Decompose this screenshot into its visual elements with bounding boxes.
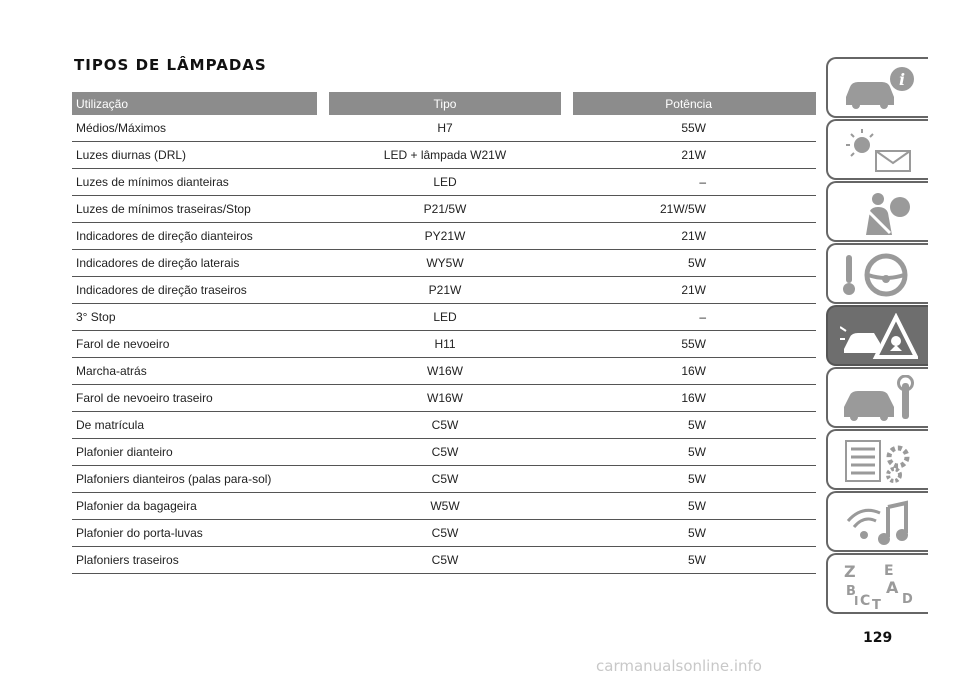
tab-warning-lights[interactable]: [826, 119, 928, 180]
tab-safety[interactable]: [826, 181, 928, 242]
cell-type: LED: [323, 304, 567, 331]
index-letter: A: [886, 578, 899, 597]
car-maintenance-icon: [840, 375, 918, 423]
column-header-usage: Utilização: [72, 92, 323, 115]
tab-driving[interactable]: [826, 243, 928, 304]
cell-usage: Luzes diurnas (DRL): [72, 142, 323, 169]
table-row: [72, 385, 816, 412]
index-letter: Z: [844, 562, 856, 581]
cell-type: C5W: [323, 547, 567, 574]
index-letter: E: [884, 563, 894, 579]
table-row: [72, 412, 816, 439]
watermark: carmanualsonline.info: [596, 657, 762, 675]
table-row: [72, 493, 816, 520]
cell-usage: Indicadores de direção dianteiros: [72, 223, 323, 250]
tab-multimedia[interactable]: [826, 491, 928, 552]
cell-usage: Farol de nevoeiro traseiro: [72, 385, 323, 412]
cell-type: PY21W: [323, 223, 567, 250]
specs-gear-icon: [840, 437, 918, 485]
cell-type: C5W: [323, 466, 567, 493]
cell-usage: Plafonier dianteiro: [72, 439, 323, 466]
index-letter: B: [846, 584, 856, 599]
table-row: [72, 331, 816, 358]
cell-power: 5W: [567, 493, 816, 520]
table-row: [72, 250, 816, 277]
index-letter: T: [872, 598, 881, 609]
table-row: [72, 115, 816, 142]
seatbelt-airbag-icon: [840, 189, 918, 237]
cell-type: H7: [323, 115, 567, 142]
cell-power: 16W: [567, 358, 816, 385]
cell-power: 5W: [567, 439, 816, 466]
key-steering-wheel-icon: [840, 251, 918, 299]
tab-technical-specs[interactable]: [826, 429, 928, 490]
cell-type: LED: [323, 169, 567, 196]
cell-power: 5W: [567, 520, 816, 547]
index-letter: C: [860, 593, 871, 609]
cell-type: P21W: [323, 277, 567, 304]
table-header-row: [72, 92, 816, 115]
table-row: [72, 358, 816, 385]
cell-type: W16W: [323, 358, 567, 385]
cell-power: 55W: [567, 115, 816, 142]
table-row: [72, 169, 816, 196]
cell-power: 21W/5W: [567, 196, 816, 223]
car-emergency-icon: [840, 313, 918, 361]
cell-type: WY5W: [323, 250, 567, 277]
table-row: [72, 520, 816, 547]
index-letter: D: [902, 592, 913, 607]
cell-power: 21W: [567, 223, 816, 250]
table-row: [72, 439, 816, 466]
tab-maintenance[interactable]: [826, 367, 928, 428]
cell-usage: Farol de nevoeiro: [72, 331, 323, 358]
cell-usage: Luzes de mínimos dianteiras: [72, 169, 323, 196]
cell-usage: Indicadores de direção traseiros: [72, 277, 323, 304]
cell-usage: De matrícula: [72, 412, 323, 439]
tab-car-info[interactable]: [826, 57, 928, 118]
cell-usage: Plafoniers dianteiros (palas para-sol): [72, 466, 323, 493]
cell-power: 5W: [567, 466, 816, 493]
cell-type: C5W: [323, 439, 567, 466]
cell-type: W16W: [323, 385, 567, 412]
table-row: [72, 547, 816, 574]
cell-type: W5W: [323, 493, 567, 520]
tab-index[interactable]: [826, 553, 928, 614]
cell-type: C5W: [323, 412, 567, 439]
cell-power: 21W: [567, 142, 816, 169]
cell-type: H11: [323, 331, 567, 358]
table-row: [72, 304, 816, 331]
page-title: TIPOS DE LÂMPADAS: [74, 56, 267, 74]
cell-power: 5W: [567, 250, 816, 277]
warning-lights-icon: [840, 127, 918, 175]
cell-usage: Plafonier do porta-luvas: [72, 520, 323, 547]
column-header-power: Potência: [567, 92, 816, 115]
cell-usage: Luzes de mínimos traseiras/Stop: [72, 196, 323, 223]
cell-power: 16W: [567, 385, 816, 412]
cell-power: 55W: [567, 331, 816, 358]
column-header-type: Tipo: [323, 92, 567, 115]
cell-type: C5W: [323, 520, 567, 547]
table-row: [72, 142, 816, 169]
page-number: 129: [863, 630, 893, 646]
cell-usage: 3° Stop: [72, 304, 323, 331]
lamp-types-table: [72, 92, 816, 574]
cell-usage: Plafonier da bagageira: [72, 493, 323, 520]
car-info-icon: [840, 65, 918, 113]
svg-text:i: i: [899, 70, 906, 89]
cell-usage: Plafoniers traseiros: [72, 547, 323, 574]
table-row: [72, 466, 816, 493]
table-row: [72, 196, 816, 223]
table-row: [72, 223, 816, 250]
cell-usage: Indicadores de direção laterais: [72, 250, 323, 277]
alphabetical-index-icon: [840, 561, 918, 609]
cell-type: P21/5W: [323, 196, 567, 223]
cell-power: 21W: [567, 277, 816, 304]
cell-type: LED + lâmpada W21W: [323, 142, 567, 169]
cell-usage: Médios/Máximos: [72, 115, 323, 142]
cell-power: –: [567, 304, 816, 331]
cell-power: 5W: [567, 412, 816, 439]
tab-emergency[interactable]: [826, 305, 928, 366]
multimedia-icon: [840, 499, 918, 547]
cell-power: –: [567, 169, 816, 196]
cell-usage: Marcha-atrás: [72, 358, 323, 385]
cell-power: 5W: [567, 547, 816, 574]
table-row: [72, 277, 816, 304]
index-letter: I: [854, 594, 859, 608]
